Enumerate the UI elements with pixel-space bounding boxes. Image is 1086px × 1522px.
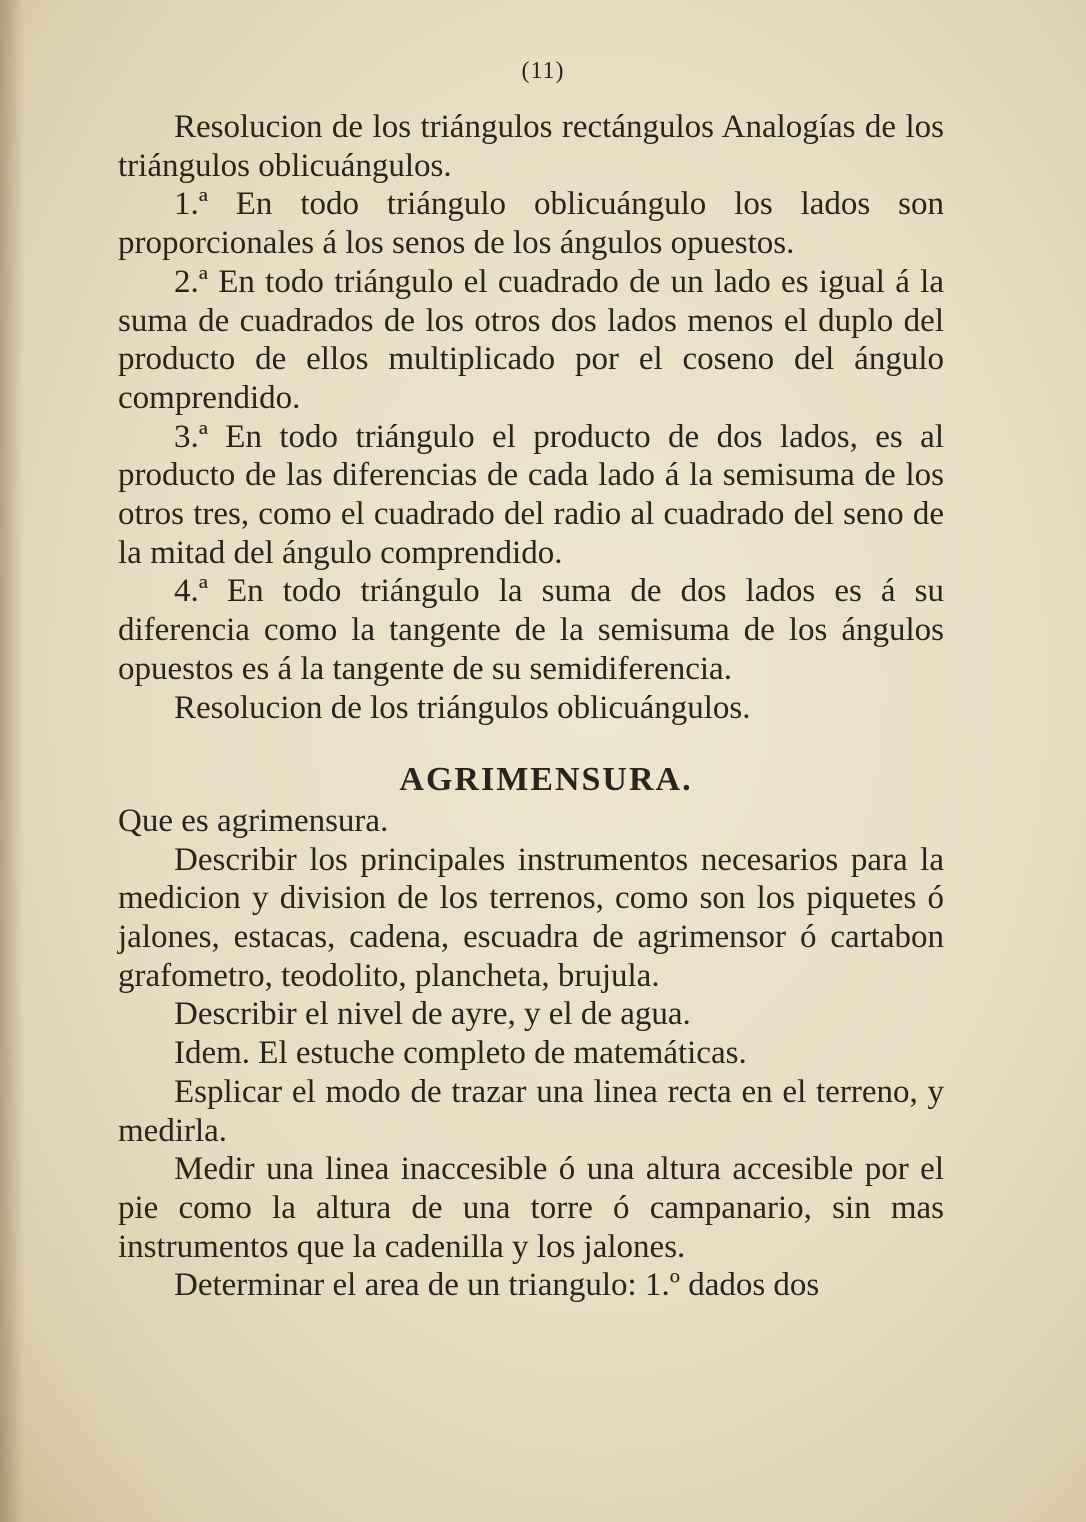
paragraph-medir-linea: Medir una linea inaccesible ó una altura accesible por el pie como la altura de una torre ó campanario, sin mas instrumentos que la cadenilla y los jalones. xyxy=(118,1151,944,1265)
paragraph-area-triangulo: Determinar el area de un triangulo: 1.º dados dos xyxy=(174,1267,820,1304)
page-body xyxy=(118,108,944,1305)
paragraph-estuche: Idem. El estuche completo de matemáticas. xyxy=(174,1035,747,1072)
paragraph-question: Que es agrimensura. xyxy=(118,802,389,839)
paragraph-analogia-4: 4.ª En todo triángulo la suma de dos lados es á su diferencia como la tangente de la semisuma de los ángulos opuestos es á la tangente de su semidiferencia. xyxy=(118,573,944,687)
paragraph-resolucion-oblicuangulos: Resolucion de los triángulos oblicuángulos. xyxy=(174,689,751,726)
paragraph-resolucion-rectangulos: Resolucion de los triángulos rectángulos Analogías de los triángulos oblicuángulos. xyxy=(118,109,944,184)
paragraph-nivel: Describir el nivel de ayre, y el de agua. xyxy=(174,996,691,1033)
paragraph-analogia-1: 1.ª En todo triángulo oblicuángulo los lados son proporcionales á los senos de los ángulos opuestos. xyxy=(118,186,944,262)
paragraph-instrumentos: Describir los principales instrumentos necesarios para la medicion y division de los terrenos, como son los piquetes ó jalones, estacas, cadena, escuadra de agrimensor ó cartabon grafometro, teodolito, plancheta, brujula. xyxy=(118,841,944,994)
section-heading: AGRIMENSURA. xyxy=(399,761,693,799)
page-number: (11) xyxy=(521,58,565,84)
paragraph-trazar-linea: Esplicar el modo de trazar una linea recta en el terreno, y medirla. xyxy=(118,1073,944,1149)
paragraph-analogia-2: 2.ª En todo triángulo el cuadrado de un lado es igual á la suma de cuadrados de los otros dos lados menos el duplo del producto de ellos multiplicado por el coseno del ángulo comprendido. xyxy=(118,263,944,416)
paragraph-analogia-3: 3.ª En todo triángulo el producto de dos lados, es al producto de las diferencias de cada lado á la semisuma de los otros tres, como el cuadrado del radio al cuadrado del seno de la mitad del ángulo comprendido. xyxy=(118,418,944,571)
page-edge-shadow xyxy=(0,0,24,1522)
